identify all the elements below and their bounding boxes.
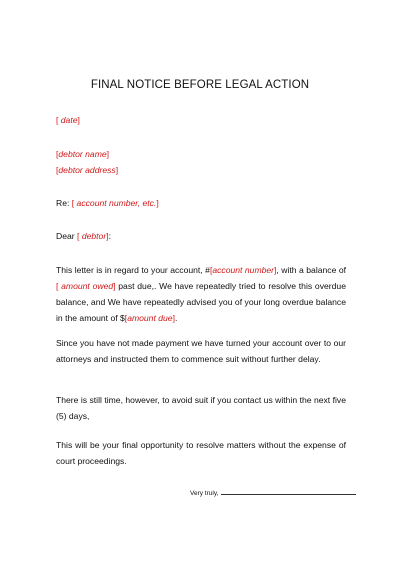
signature-block xyxy=(190,490,356,497)
closing-text: Very truly, xyxy=(190,490,219,497)
date-placeholder: [ date] xyxy=(56,115,80,125)
re-label: Re: xyxy=(56,198,70,208)
account-number-placeholder: [account number] xyxy=(209,265,277,275)
re-line xyxy=(56,197,159,209)
debtor-salutation-placeholder: [ debtor] xyxy=(77,231,109,241)
letter-title: FINAL NOTICE BEFORE LEGAL ACTION xyxy=(90,79,310,91)
date-line xyxy=(56,114,80,126)
account-ref-placeholder: [ account number, etc.] xyxy=(71,198,159,208)
paragraph-account: This letter is in regard to your account, #[account number], with a balance of [ amount owed] past due,. We have repeatedly tried to resolve this overdue balance, and We have repeatedly advised you of your long overdue balance in the amount of $[amount due]. xyxy=(56,265,346,323)
debtor-name-placeholder: [debtor name] xyxy=(56,149,110,159)
paragraph-time: There is still time, however, to avoid suit if you contact us within the next five (5) days, xyxy=(56,395,346,421)
dear-label: Dear xyxy=(56,231,75,241)
paragraph-attorneys: Since you have not made payment we have turned your account over to our attorneys and instructed them to commence suit without further delay. xyxy=(56,338,346,364)
debtor-address-line xyxy=(56,164,118,176)
debtor-name-line xyxy=(56,148,109,160)
amount-owed-placeholder: [ amount owed] xyxy=(56,281,116,291)
debtor-address-placeholder: [debtor address] xyxy=(56,165,119,175)
signature-line xyxy=(221,494,356,495)
salutation: Dear [ debtor]: xyxy=(56,231,111,241)
paragraph-final: This will be your final opportunity to resolve matters without the expense of court proceedings. xyxy=(56,440,346,466)
amount-due-placeholder: [amount due] xyxy=(124,313,175,323)
